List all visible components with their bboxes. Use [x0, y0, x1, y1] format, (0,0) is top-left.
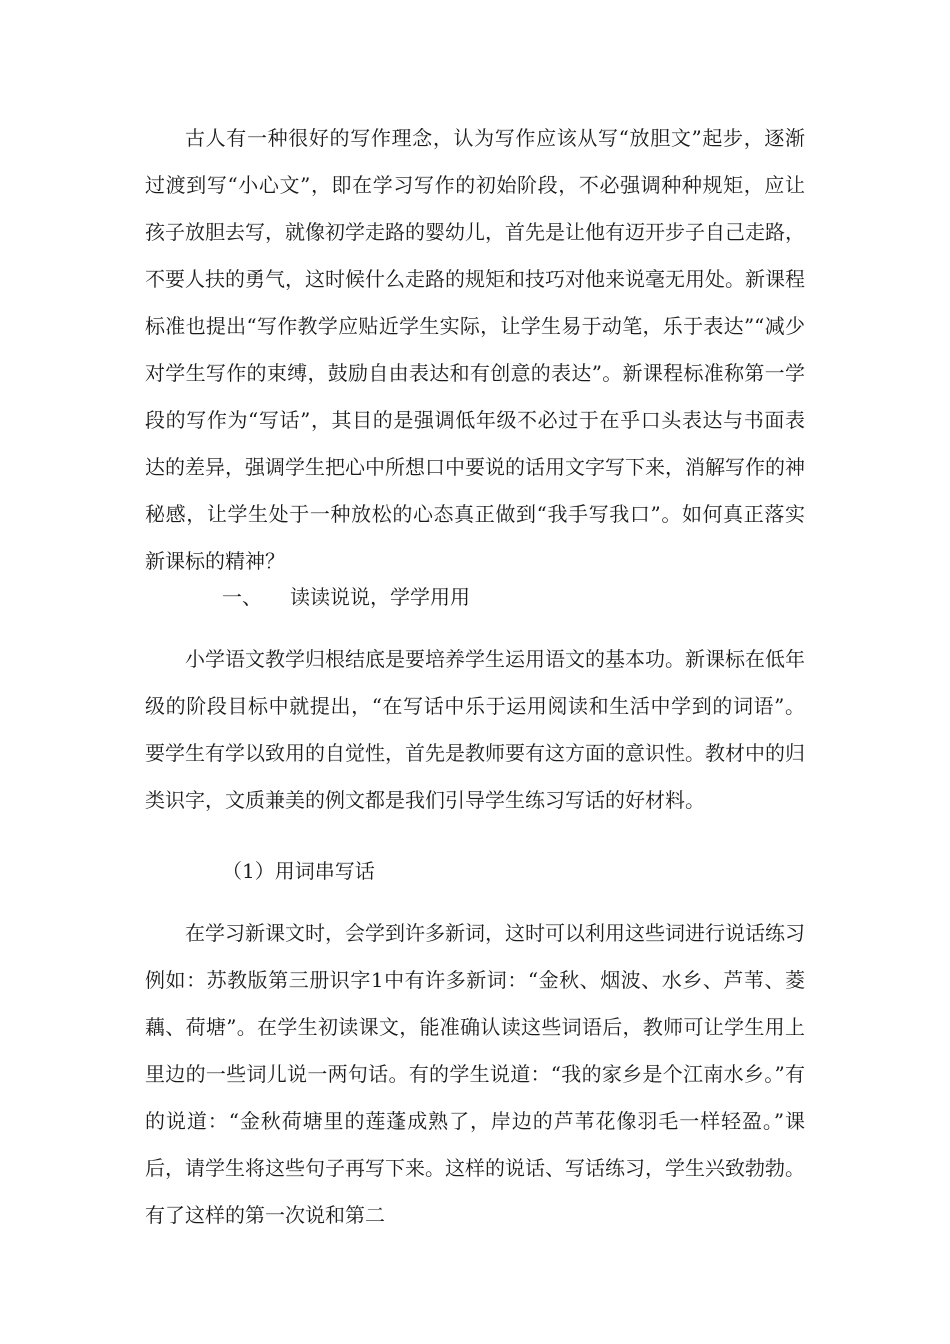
subsection-heading: （1）用词串写话: [222, 859, 375, 883]
subsection-paragraph: 在学习新课文时，会学到许多新词，这时可以利用这些词进行说话练习例如：苏教版第三册识字1中有许多新词：“金秋、烟波、水乡、芦苇、菱藕、荷塘”。在学生初读课文，能准确认读这些词语后，教师可让学生用上里边的一些词儿说一两句话。有的学生说道：“我的家乡是个江南水乡。”有的说道：“金秋荷塘里的莲蓬成熟了，岸边的芦苇花像羽毛一样轻盈。”课后，请学生将这些句子再写下来。这样的说话、写话练习，学生兴致勃勃。有了这样的第一次说和第二: [145, 921, 805, 1227]
section-number: 一、: [222, 585, 262, 609]
intro-paragraph: 古人有一种很好的写作理念，认为写作应该从写“放胆文”起步，逐渐过渡到写“小心文”，即在学习写作的初始阶段，不必强调种种规矩，应让孩子放胆去写，就像初学走路的婴幼儿，首先是让他有迈开步子自己走路，不要人扶的勇气，这时候什么走路的规矩和技巧对他来说毫无用处。新课程标准也提出“写作教学应贴近学生实际，让学生易于动笔，乐于表达”“减少对学生写作的束缚，鼓励自由表达和有创意的表达”。新课程标准称第一学段的写作为“写话”，其目的是强调低年级不必过于在乎口头表达与书面表达的差异，强调学生把心中所想口中要说的话用文字写下来，消解写作的神秘感，让学生处于一种放松的心态真正做到“我手写我口”。如何真正落实新课标的精神？: [145, 126, 805, 573]
section-title: 读读说说，学学用用: [290, 585, 470, 609]
section-paragraph: 小学语文教学归根结底是要培养学生运用语文的基本功。新课标在低年级的阶段目标中就提出，“在写话中乐于运用阅读和生活中学到的词语”。要学生有学以致用的自觉性，首先是教师要有这方面的意识性。教材中的归类识字，文质兼美的例文都是我们引导学生练习写话的好材料。: [145, 647, 805, 812]
section-heading: [222, 582, 470, 612]
